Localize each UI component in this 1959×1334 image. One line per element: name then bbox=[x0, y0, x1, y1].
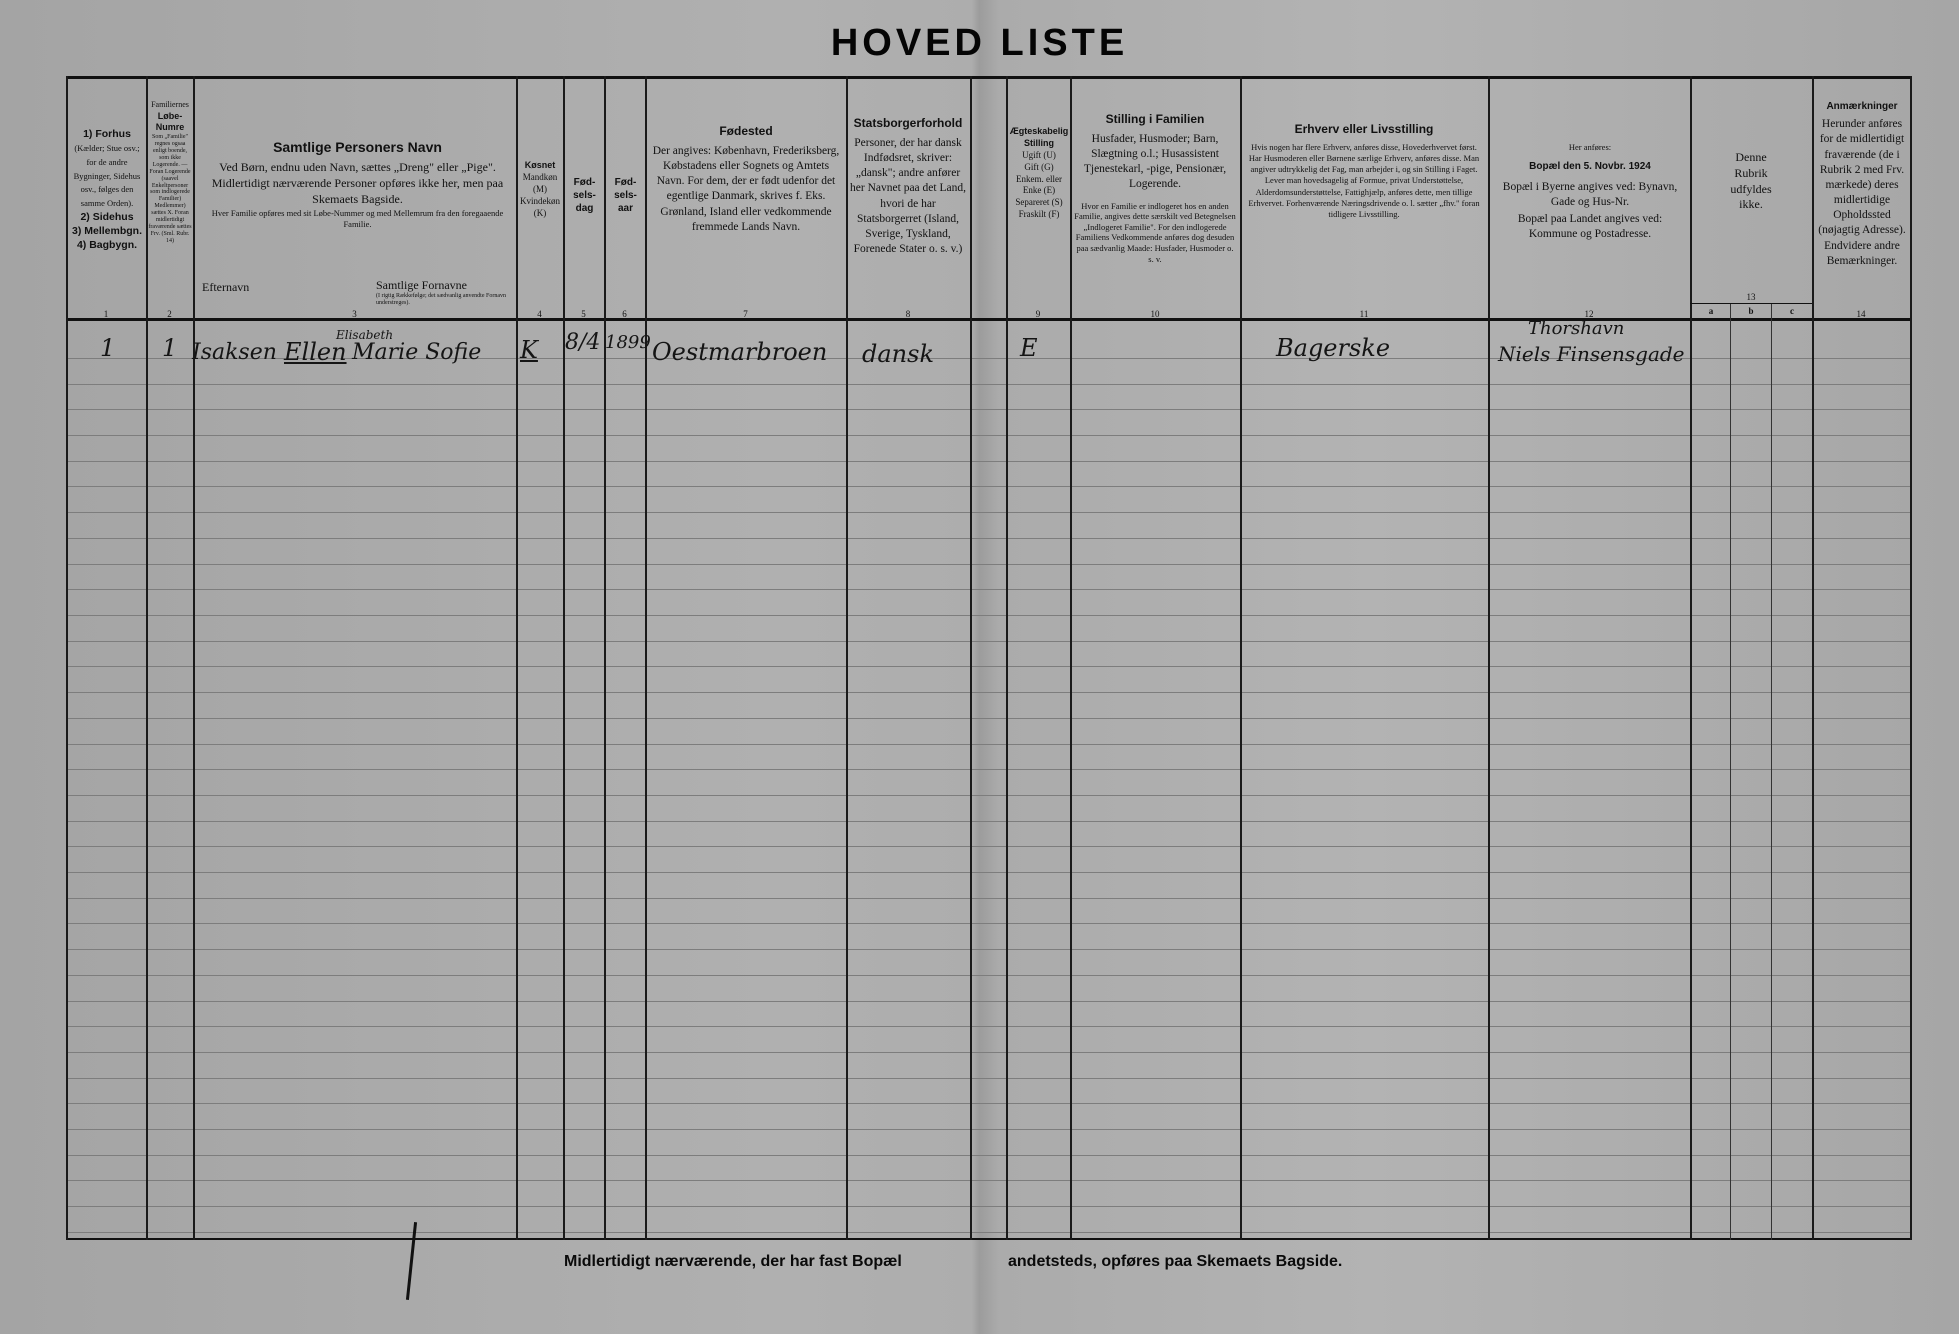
header-c4-title: Køsnet bbox=[524, 160, 556, 170]
header-col-13: Denne Rubrik udfyldes ikke. bbox=[1730, 150, 1772, 212]
header-c6-l3: aar bbox=[617, 203, 633, 215]
ruled-line bbox=[66, 1052, 1912, 1053]
column-divider-thin bbox=[1771, 303, 1772, 1240]
column-divider bbox=[970, 76, 972, 1240]
header-c12-l1: Her anføres: bbox=[1568, 142, 1612, 152]
header-c3-line1: Ved Børn, endnu uden Navn, sættes „Dreng" eller „Pige". bbox=[219, 160, 496, 175]
header-c7-heading: Fødested bbox=[719, 124, 773, 138]
column-number: 2 bbox=[167, 309, 172, 319]
ruled-line bbox=[66, 666, 1912, 667]
ruled-line bbox=[66, 384, 1912, 385]
header-col-3 bbox=[210, 138, 505, 229]
column-number: 12 bbox=[1584, 309, 1594, 319]
ruled-line bbox=[66, 769, 1912, 770]
column-divider bbox=[193, 76, 195, 1240]
column-divider bbox=[1070, 76, 1072, 1240]
header-c10-note: Hvor en Familie er indlogeret hos en anden Familie, angives dette særskilt ved Betegnelsen „Indlogeret Familie". For den indlogerede Familiens Vedkommende anføres dog desuden paa sædvanlig Maade: Husfader, Husmoder o. s. v. bbox=[1074, 200, 1236, 264]
header-col-7 bbox=[650, 124, 842, 235]
ruled-line bbox=[66, 1206, 1912, 1207]
header-col-9 bbox=[1008, 126, 1070, 221]
header-c3-fornavne-note: (I rigtig Rækkefølge; det sædvanlig anvendte Fornavn understreges). bbox=[376, 293, 506, 306]
header-c9-title: Ægteskabelig Stilling bbox=[1009, 126, 1069, 148]
header-c13-sub-b: b bbox=[1748, 306, 1754, 316]
column-number: 13 bbox=[1746, 292, 1756, 302]
header-c5-l2: sels- bbox=[573, 190, 596, 202]
entry-birth-day: 8/4 bbox=[565, 330, 601, 355]
header-c9-g: Gift (G) bbox=[1024, 161, 1054, 172]
ruled-line bbox=[66, 641, 1912, 642]
header-c6-l2: sels- bbox=[614, 190, 637, 202]
ruled-line bbox=[66, 692, 1912, 693]
header-c7-text: Der angives: København, Frederiksberg, Købstadens eller Sognets og Amtets Navn. For dem, der er født udenfor det egentlige Danmark, skrives f. Eks. Grønland, Island eller vedkommende fremmede Lands Navn. bbox=[652, 144, 840, 233]
top-rule bbox=[66, 76, 1912, 79]
ruled-line bbox=[66, 409, 1912, 410]
column-divider bbox=[645, 76, 647, 1240]
column-number: 10 bbox=[1150, 309, 1160, 319]
ruled-line bbox=[66, 564, 1912, 565]
column-divider bbox=[1910, 76, 1912, 1240]
ruled-line bbox=[66, 486, 1912, 487]
column-divider bbox=[563, 76, 565, 1240]
header-c3-line3: Hver Familie opføres med sit Løbe-Nummer og med Mellemrum fra den foregaaende Familie. bbox=[211, 207, 504, 229]
ruled-line bbox=[66, 1103, 1912, 1104]
column-number: 7 bbox=[743, 309, 748, 319]
header-c11-heading: Erhverv eller Livsstilling bbox=[1294, 122, 1434, 136]
header-c6-l1: Fød- bbox=[614, 177, 637, 188]
ruled-line bbox=[66, 795, 1912, 796]
header-c1-mellembgn: 3) Mellembgn. bbox=[71, 225, 142, 238]
header-c8-heading: Statsborgerforhold bbox=[853, 116, 963, 130]
header-col-10 bbox=[1074, 112, 1236, 264]
ruled-line bbox=[66, 615, 1912, 616]
ruled-line bbox=[66, 949, 1912, 950]
header-c9-s: Separeret (S) bbox=[1015, 197, 1063, 208]
sub-header-rule bbox=[1690, 303, 1812, 304]
header-c9-u: Ugift (U) bbox=[1022, 149, 1056, 160]
column-divider bbox=[516, 76, 518, 1240]
header-c12-l2: Bopæl den 5. Novbr. 1924 bbox=[1529, 160, 1651, 172]
header-c2-bold: Løbe-Numre bbox=[155, 110, 185, 133]
ruled-line bbox=[66, 923, 1912, 924]
entry-col-2: 1 bbox=[162, 334, 178, 362]
ruled-line bbox=[66, 461, 1912, 462]
header-c12-l4: Bopæl paa Landet angives ved: Kommune og Postadresse. bbox=[1517, 213, 1663, 241]
header-col-2 bbox=[148, 100, 192, 245]
header-c10-text: Husfader, Husmoder; Barn, Slægtning o.l.; Husassistent Tjenestekarl, -pige, Pensionær, Logerende. bbox=[1083, 132, 1227, 191]
header-col-12 bbox=[1494, 142, 1686, 242]
ruled-line bbox=[66, 1026, 1912, 1027]
entry-birth-year: 1899 bbox=[605, 332, 651, 353]
entry-citizenship: dansk bbox=[862, 340, 934, 368]
entry-address: Niels Finsensgade bbox=[1498, 342, 1685, 366]
ruled-line bbox=[66, 538, 1912, 539]
column-divider bbox=[604, 76, 606, 1240]
column-divider bbox=[66, 76, 68, 1240]
header-c1-sidehus: 2) Sidehus bbox=[80, 211, 134, 224]
header-c2-title: Familiernes bbox=[151, 100, 189, 109]
ruled-line bbox=[66, 718, 1912, 719]
form-title: HOVED LISTE bbox=[830, 22, 1129, 64]
header-c5-l1: Fød- bbox=[573, 177, 596, 188]
header-c2-note: Som „Familie" regnes ogsaa enligt boende, som ikke Logerende. — Foran Logerende (saavel Enkeltpersoner som indlogerede Familier) Medlemmer) sættes X. Foran midlertidigt fraværende sættes Frv. (Sml. Rubr. 14) bbox=[148, 134, 192, 244]
entry-given-rest: Marie Sofie bbox=[352, 340, 482, 365]
header-col-6 bbox=[606, 176, 645, 216]
header-c4-k: Kvindekøn (K) bbox=[520, 195, 560, 218]
ruled-line bbox=[66, 898, 1912, 899]
entry-occupation: Bagerske bbox=[1276, 334, 1391, 362]
entry-col-1: 1 bbox=[100, 334, 116, 362]
header-c3-heading: Samtlige Personers Navn bbox=[273, 139, 442, 155]
header-c12-l3: Bopæl i Byerne angives ved: Bynavn, Gade og Hus-Nr. bbox=[1502, 180, 1678, 208]
header-c9-e: Enkem. eller Enke (E) bbox=[1016, 173, 1062, 196]
pen-stroke-mark bbox=[406, 1222, 417, 1300]
footer-note-left: Midlertidigt nærværende, der har fast Bopæl bbox=[564, 1253, 902, 1270]
column-number: 8 bbox=[905, 309, 911, 319]
header-col-1 bbox=[70, 128, 144, 253]
column-divider bbox=[1006, 76, 1008, 1240]
ruled-line bbox=[66, 975, 1912, 976]
header-c11-text: Hvis nogen har flere Erhverv, anføres disse, Hovederhvervet først. Har Husmoderen eller Børnene særlige Erhverv, anføres disse. Man angiver udtrykkelig det Fag, man arbejder i, og sin Stilling i Faget. Lever man hovedsagelig af Formue, privat Understøttelse, Alderdomsunderstøttelse, Fattighjælp, anføres dette, men tillige Erhvervet. Forhenværende Næringsdrivende o. l. sætter „fhv." foran tidligere Livsstilling. bbox=[1248, 141, 1480, 220]
column-number: 4 bbox=[537, 309, 542, 319]
header-c9-f: Fraskilt (F) bbox=[1018, 209, 1060, 220]
ruled-line bbox=[66, 1078, 1912, 1079]
column-number: 11 bbox=[1359, 309, 1369, 319]
table-bottom-rule bbox=[66, 1238, 1912, 1240]
ruled-line bbox=[66, 1155, 1912, 1156]
ruled-line bbox=[66, 744, 1912, 745]
ruled-line bbox=[66, 435, 1912, 436]
header-c4-m: Mandkøn (M) bbox=[522, 171, 558, 194]
header-c14-heading: Anmærkninger bbox=[1826, 101, 1898, 112]
header-c10-heading: Stilling i Familien bbox=[1105, 112, 1205, 126]
header-col-5 bbox=[565, 176, 604, 216]
header-c1-note: (Kælder; Stue osv.; for de andre Bygninger, Sidehus osv., følges den samme Orden). bbox=[73, 142, 141, 209]
entry-marital: E bbox=[1020, 334, 1038, 362]
column-divider bbox=[846, 76, 848, 1240]
ruled-line bbox=[66, 846, 1912, 847]
header-c1-forhus: 1) Forhus bbox=[83, 128, 131, 140]
header-c3-line2: Midlertidigt nærværende Personer opføres ikke her, men paa Skemaets Bagside. bbox=[211, 176, 504, 207]
ruled-line bbox=[66, 1232, 1912, 1233]
entry-sex: K bbox=[520, 336, 538, 364]
column-number: 14 bbox=[1856, 309, 1866, 319]
ruled-line bbox=[66, 1129, 1912, 1130]
column-number: 9 bbox=[1035, 309, 1041, 319]
column-number: 1 bbox=[103, 309, 109, 319]
header-c13-sub-c: c bbox=[1790, 306, 1794, 316]
header-c8-text: Personer, der har dansk Indfødsret, skriver: „dansk"; andre anfører her Navnet paa det Land, hvori de har Statsborgerret (Island, Sverige, Tyskland, Forenede Stater o. s. v.) bbox=[850, 136, 966, 256]
header-c5-l3: dag bbox=[575, 203, 594, 215]
column-number: 5 bbox=[581, 309, 586, 319]
entry-given-insert: Elisabeth bbox=[336, 328, 394, 342]
header-c1-bagbygn: 4) Bagbygn. bbox=[76, 238, 138, 251]
ruled-line bbox=[66, 821, 1912, 822]
ruled-line bbox=[66, 872, 1912, 873]
column-number: 3 bbox=[352, 309, 357, 319]
header-c3-fornavne: Samtlige Fornavne bbox=[376, 278, 467, 292]
header-c3-efternavn: Efternavn bbox=[202, 280, 250, 294]
header-c13-sub-a: a bbox=[1708, 306, 1714, 316]
ruled-line bbox=[66, 1001, 1912, 1002]
header-col-14 bbox=[1814, 100, 1910, 269]
entry-surname: Isaksen bbox=[192, 340, 277, 365]
column-number: 6 bbox=[622, 309, 627, 319]
column-divider bbox=[1240, 76, 1242, 1240]
ruled-line bbox=[66, 512, 1912, 513]
header-col-11 bbox=[1246, 122, 1482, 220]
entry-address-top: Thorshavn bbox=[1528, 318, 1625, 339]
column-divider bbox=[146, 76, 148, 1240]
ruled-line bbox=[66, 1180, 1912, 1181]
column-divider bbox=[1488, 76, 1490, 1240]
column-divider bbox=[1690, 76, 1692, 1240]
entry-given-first: Ellen bbox=[284, 338, 347, 366]
header-c14-text: Herunder anføres for de midlertidigt fraværende (de i Rubrik 2 med Frv. mærkede) deres midlertidige Opholdssted (nøjagtig Adresse). Endvidere andre Bemærkninger. bbox=[1818, 118, 1906, 267]
entry-birthplace: Oestmarbroen bbox=[652, 338, 828, 366]
header-col-4 bbox=[517, 160, 563, 219]
ruled-line bbox=[66, 589, 1912, 590]
column-divider-thin bbox=[1730, 303, 1731, 1240]
header-col-8 bbox=[850, 116, 966, 257]
footer-note-right: andetsteds, opføres paa Skemaets Bagside. bbox=[1008, 1253, 1343, 1270]
